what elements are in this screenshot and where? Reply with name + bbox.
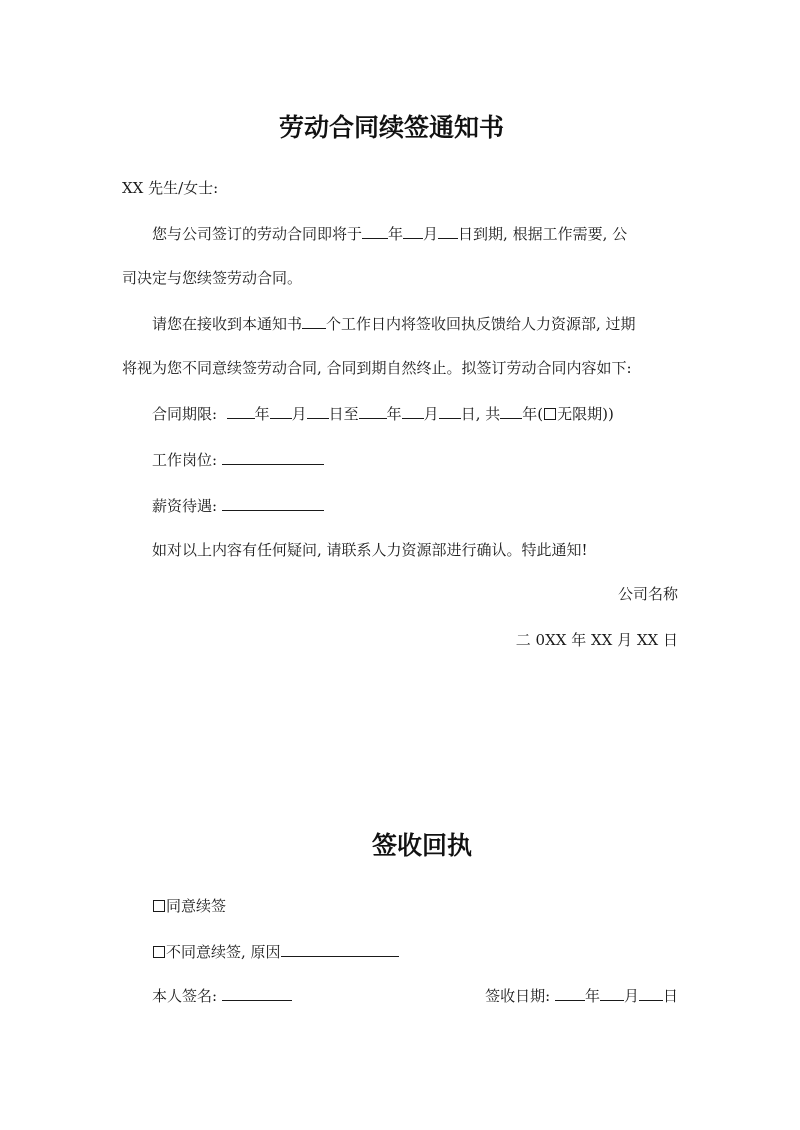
notice-title: 劳动合同续签通知书 (279, 113, 505, 142)
p2-text-a: 请您在接收到本通知书 (152, 315, 303, 333)
unlimited-checkbox[interactable] (544, 408, 556, 420)
salary-label: 薪资待遇: (152, 497, 218, 515)
term-day-2: 日, 共 (460, 405, 501, 423)
term-end-month-blank (402, 404, 424, 419)
paragraph-1-line-2: 司决定与您续签劳动合同。 (122, 269, 303, 287)
paragraph-2-line-1 (152, 314, 636, 334)
expiry-day-blank (438, 224, 458, 239)
notice-date: 二 0XX 年 XX 月 XX 日 (515, 631, 678, 649)
p1-month: 月 (423, 225, 439, 243)
sign-date-row (485, 986, 678, 1006)
receipt-title: 签收回执 (372, 831, 473, 860)
term-year-1: 年 (254, 405, 270, 423)
sign-year-blank[interactable] (555, 986, 585, 1001)
sign-day-blank[interactable] (639, 986, 663, 1001)
agree-option (152, 896, 226, 916)
term-label: 合同期限: (152, 405, 218, 423)
reason-blank[interactable] (281, 942, 399, 957)
sign-month-blank[interactable] (600, 986, 624, 1001)
p1-year: 年 (388, 225, 404, 243)
closing-text: 如对以上内容有任何疑问, 请联系人力资源部进行确认。特此通知! (152, 541, 588, 559)
contract-term (152, 404, 614, 424)
disagree-label: 不同意续签, 原因 (166, 943, 281, 961)
company-name: 公司名称 (617, 585, 678, 603)
agree-checkbox[interactable] (153, 900, 165, 912)
term-start-year-blank (227, 404, 255, 419)
term-month-1: 月 (291, 405, 307, 423)
salutation: XX 先生/女士: (122, 179, 219, 197)
term-years: 年( (522, 405, 544, 423)
sign-day: 日 (662, 987, 678, 1005)
sign-month: 月 (623, 987, 639, 1005)
term-start-month-blank (270, 404, 292, 419)
agree-label: 同意续签 (166, 897, 227, 915)
signature-label: 本人签名: (152, 987, 218, 1005)
term-unlimited: 无限期)) (557, 405, 614, 423)
disagree-option (152, 942, 399, 962)
workdays-blank (302, 314, 326, 329)
position-row (152, 450, 324, 470)
p1-text-b: 日到期, 根据工作需要, 公 (458, 225, 628, 243)
salary-blank[interactable] (222, 496, 324, 511)
paragraph-2-line-2: 将视为您不同意续签劳动合同, 合同到期自然终止。拟签订劳动合同内容如下: (122, 359, 632, 377)
term-year-2: 年 (386, 405, 402, 423)
term-month-2: 月 (423, 405, 439, 423)
p1-text-a: 您与公司签订的劳动合同即将于 (152, 225, 363, 243)
paragraph-1-line-1 (152, 224, 627, 244)
p2-text-b: 个工作日内将签收回执反馈给人力资源部, 过期 (326, 315, 636, 333)
position-blank[interactable] (222, 450, 324, 465)
salary-row (152, 496, 324, 516)
signature-blank[interactable] (222, 986, 292, 1001)
term-to: 日至 (328, 405, 359, 423)
position-label: 工作岗位: (152, 451, 218, 469)
expiry-year-blank (362, 224, 388, 239)
disagree-checkbox[interactable] (153, 946, 165, 958)
expiry-month-blank (403, 224, 423, 239)
term-start-day-blank (307, 404, 329, 419)
sign-date-label: 签收日期: (485, 987, 551, 1005)
term-total-years-blank (500, 404, 522, 419)
signature-row (152, 986, 292, 1006)
term-end-year-blank (359, 404, 387, 419)
term-end-day-blank (439, 404, 461, 419)
sign-year: 年 (584, 987, 600, 1005)
